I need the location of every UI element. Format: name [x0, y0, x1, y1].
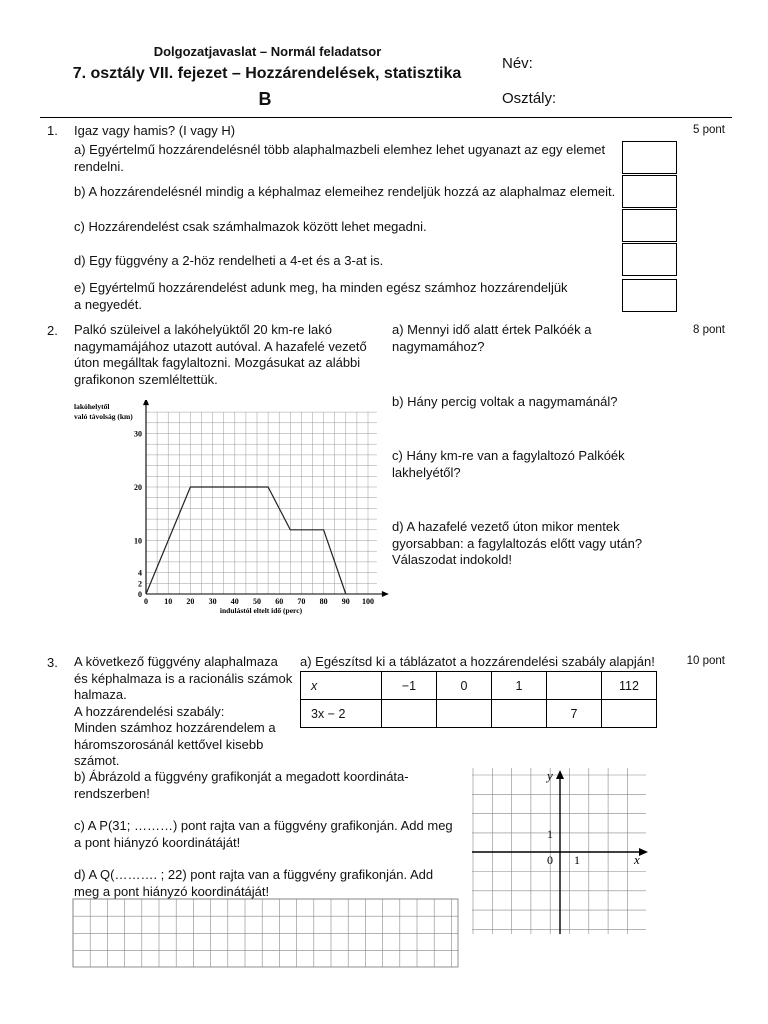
table-cell: 1: [492, 672, 547, 700]
grid-border: [73, 899, 458, 967]
chart-x-tick-label: 30: [208, 597, 217, 606]
task2-question-d: d) A hazafelé vezető úton mikor mentek gyorsabban: a fagylaltozás előtt vagy után? Válaszodat indokold!: [392, 519, 643, 567]
task1-points: 5 pont: [693, 124, 725, 136]
value-table: [300, 671, 657, 728]
name-field-label: Név:: [502, 55, 533, 72]
answer-work-grid[interactable]: [72, 898, 460, 968]
chart-x-arrow-icon: [382, 591, 389, 597]
variant-label: B: [258, 89, 272, 109]
header-line1: Dolgozatjavaslat – Normál feladatsor: [153, 44, 382, 59]
chart-xlabel: indulástól eltelt idő (perc): [219, 606, 303, 615]
chart-x-tick-label: 60: [275, 597, 284, 606]
task3-line: Minden számhoz hozzárendelem a: [74, 720, 276, 735]
table-cell-blank[interactable]: [602, 700, 657, 728]
task3-question-b: b) Ábrázold a függvény grafikonját a megadott koordináta-rendszerben!: [74, 769, 409, 801]
chart-x-tick-label: 20: [186, 597, 195, 606]
table-cell: x: [301, 672, 382, 700]
answer-box-c[interactable]: [622, 209, 677, 242]
x-unit-label: 1: [574, 853, 580, 867]
chart-x-tick-label: 80: [319, 597, 328, 606]
task3-line: A következő függvény alaphalmaza: [74, 654, 278, 669]
distance-time-chart: [70, 400, 390, 620]
table-cell: −1: [382, 672, 437, 700]
task2-number: 2.: [47, 323, 58, 338]
answer-box-d[interactable]: [622, 243, 677, 276]
origin-label: 0: [547, 853, 553, 867]
task3-question-d: d) A Q(………. ; 22) pont rajta van a függvény grafikonján. Add meg a pont hiányzó koordinátáját!: [74, 867, 434, 899]
chart-y-tick-label: 20: [134, 483, 142, 492]
task3-line: A hozzárendelési szabály:: [74, 703, 225, 719]
y-unit-label: 1: [547, 827, 553, 841]
coordinate-system[interactable]: [472, 768, 652, 934]
y-axis-arrow-icon: [556, 770, 564, 779]
table-cell-blank[interactable]: [382, 700, 437, 728]
chart-x-tick-label: 70: [297, 597, 306, 606]
chart-y-tick-label: 0: [138, 590, 142, 599]
header-divider: [40, 117, 732, 118]
chart-x-tick-label: 100: [362, 597, 374, 606]
table-cell: 3x − 2: [301, 700, 382, 728]
chart-x-tick-label: 90: [341, 597, 350, 606]
task1-intro: Igaz vagy hamis? (I vagy H): [74, 123, 236, 138]
header-line2: 7. osztály VII. fejezet – Hozzárendelések, statisztika: [72, 65, 462, 82]
task2-points: 8 pont: [693, 324, 725, 336]
task1-item-b: b) A hozzárendelésnél mindig a képhalmaz elemeihez rendeljük hozzá az alaphalmaz elemeit.: [74, 184, 616, 199]
table-cell-blank[interactable]: [437, 700, 492, 728]
task1-number: 1.: [47, 123, 58, 138]
task3-question-a: a) Egészítsd ki a táblázatot a hozzárendelési szabály alapján!: [300, 654, 655, 669]
task3-points: 10 pont: [686, 655, 725, 667]
chart-y-tick-label: 2: [138, 579, 142, 589]
task3-line: és képhalmaza is a racionális számok: [74, 670, 293, 686]
task3-line: háromszorosánál kettővel kisebb: [74, 736, 264, 752]
task1-item-a: a) Egyértelmű hozzárendelésnél több alaphalmazbeli elemhez lehet ugyanazt az egy elemet rendelni.: [74, 142, 606, 174]
task1-item-c: c) Hozzárendelést csak számhalmazok között lehet megadni.: [74, 219, 427, 234]
chart-x-tick-label: 10: [164, 597, 173, 606]
chart-ylabel-line2: való távolság (km): [74, 412, 133, 421]
task3-number: 3.: [47, 655, 58, 670]
chart-y-arrow-icon: [143, 400, 149, 405]
chart-ylabel-line1: lakóhelytől: [74, 402, 110, 411]
table-row: [301, 672, 657, 700]
task3-line: számot.: [74, 753, 120, 768]
task2-question-c: c) Hány km-re van a fagylaltozó Palkóék lakhelyétől?: [392, 448, 625, 480]
answer-box-a[interactable]: [622, 141, 677, 174]
chart-x-tick-label: 50: [253, 597, 261, 606]
class-field-label: Osztály:: [502, 90, 557, 107]
task3-question-c: c) A P(31; ………) pont rajta van a függvény grafikonján. Add meg a pont hiányzó koordinátáját!: [74, 818, 453, 850]
task3-line: halmaza.: [74, 687, 127, 702]
y-axis-label: y: [547, 768, 553, 783]
x-axis-arrow-icon: [639, 848, 648, 856]
answer-box-b[interactable]: [622, 175, 677, 208]
answer-box-e[interactable]: [622, 279, 677, 312]
table-cell: 112: [602, 672, 657, 700]
table-row: [301, 700, 657, 728]
chart-y-tick-label: 30: [134, 429, 142, 439]
chart-x-tick-label: 0: [144, 597, 148, 606]
chart-y-tick-label: 10: [134, 536, 142, 546]
table-cell-blank[interactable]: [547, 672, 602, 700]
task3-description: [74, 654, 294, 770]
table-cell: 7: [547, 700, 602, 728]
table-cell-blank[interactable]: [492, 700, 547, 728]
x-axis-label: x: [634, 852, 640, 867]
task2-question-a: a) Mennyi idő alatt értek Palkóék a nagymamához?: [392, 322, 592, 354]
chart-y-tick-label: 4: [138, 568, 142, 578]
task2-text: Palkó szüleivel a lakóhelyüktől 20 km-re lakó nagymamájához utazott autóval. A hazafelé vezető úton megálltak fagylaltozni. Mozgásukat az alábbi grafikonon szemléltettük.: [74, 322, 367, 387]
task1-item-d: d) Egy függvény a 2-höz rendelheti a 4-et és a 3-at is.: [74, 253, 384, 268]
task2-question-b: b) Hány percig voltak a nagymamánál?: [392, 394, 618, 409]
task1-item-e: e) Egyértelmű hozzárendelést adunk meg, ha minden egész számhoz hozzárendeljük a negyedét.: [74, 280, 568, 312]
table-cell: 0: [437, 672, 492, 700]
chart-x-tick-label: 40: [230, 597, 239, 606]
